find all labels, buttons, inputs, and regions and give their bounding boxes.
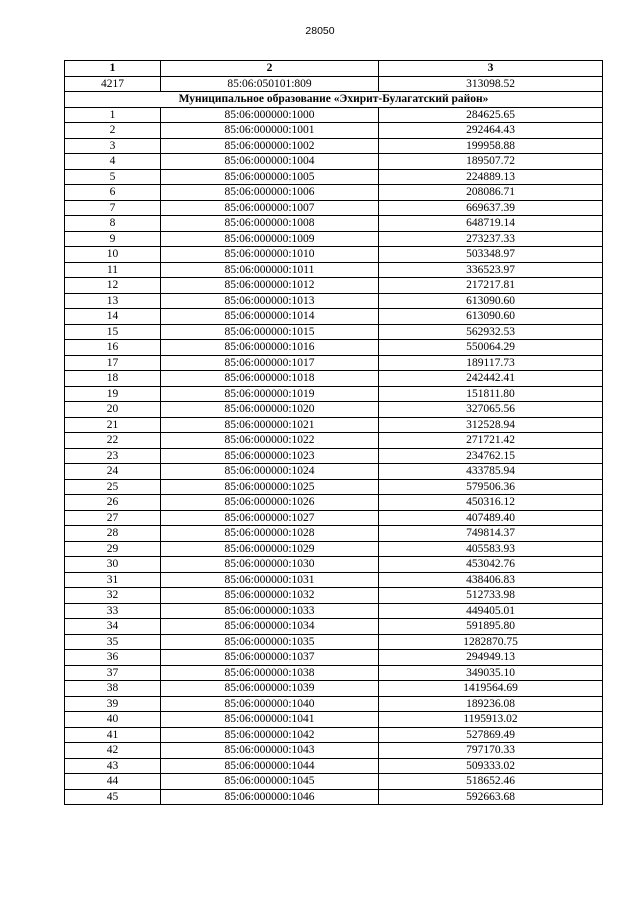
value-cell: 518652.46 [379,774,603,790]
value-cell: 224889.13 [379,169,603,185]
table-row [65,603,603,619]
column-header-3: 3 [379,61,603,77]
table-row [65,355,603,371]
value-cell: 292464.43 [379,123,603,139]
value-cell: 327065.56 [379,402,603,418]
row-number-cell: 29 [65,541,161,557]
value-cell: 151811.80 [379,386,603,402]
value-cell: 405583.93 [379,541,603,557]
cadastral-number-cell: 85:06:000000:1022 [161,433,379,449]
row-number-cell: 9 [65,231,161,247]
cadastral-number-cell: 85:06:000000:1023 [161,448,379,464]
table-row [65,510,603,526]
cadastral-number-cell: 85:06:000000:1007 [161,200,379,216]
cadastral-number-cell: 85:06:000000:1011 [161,262,379,278]
cadastral-number-cell: 85:06:000000:1008 [161,216,379,232]
table-row [65,727,603,743]
column-header-2: 2 [161,61,379,77]
table-row [65,743,603,759]
value-cell: 1282870.75 [379,634,603,650]
value-cell: 208086.71 [379,185,603,201]
cadastral-number-cell: 85:06:000000:1019 [161,386,379,402]
value-cell: 273237.33 [379,231,603,247]
row-number-cell: 23 [65,448,161,464]
row-number-cell: 31 [65,572,161,588]
value-cell: 613090.60 [379,293,603,309]
value-cell: 527869.49 [379,727,603,743]
row-number-cell: 1 [65,107,161,123]
table-row [65,123,603,139]
cadastral-number-cell: 85:06:000000:1025 [161,479,379,495]
table-row [65,371,603,387]
value-cell: 449405.01 [379,603,603,619]
row-number-cell: 11 [65,262,161,278]
row-number-cell: 2 [65,123,161,139]
table-row [65,417,603,433]
cadastral-number-cell: 85:06:000000:1014 [161,309,379,325]
row-number-cell: 41 [65,727,161,743]
cadastral-number-cell: 85:06:000000:1001 [161,123,379,139]
cadastral-number-cell: 85:06:000000:1030 [161,557,379,573]
value-cell: 312528.94 [379,417,603,433]
value-cell: 648719.14 [379,216,603,232]
value-cell: 438406.83 [379,572,603,588]
value-cell: 189117.73 [379,355,603,371]
table-row [65,495,603,511]
cadastral-number-cell: 85:06:000000:1039 [161,681,379,697]
value-cell: 313098.52 [379,76,603,92]
table-row [65,712,603,728]
row-number-cell: 34 [65,619,161,635]
row-number-cell: 22 [65,433,161,449]
cadastral-number-cell: 85:06:000000:1028 [161,526,379,542]
value-cell: 613090.60 [379,309,603,325]
row-number-cell: 3 [65,138,161,154]
row-number-cell: 15 [65,324,161,340]
row-number-cell: 26 [65,495,161,511]
table-row [65,696,603,712]
cadastral-number-cell: 85:06:050101:809 [161,76,379,92]
value-cell: 550064.29 [379,340,603,356]
value-cell: 336523.97 [379,262,603,278]
cadastral-number-cell: 85:06:000000:1018 [161,371,379,387]
cadastral-number-cell: 85:06:000000:1035 [161,634,379,650]
cadastral-number-cell: 85:06:000000:1027 [161,510,379,526]
row-number-cell: 39 [65,696,161,712]
table-row [65,185,603,201]
cadastral-number-cell: 85:06:000000:1029 [161,541,379,557]
row-number-cell: 14 [65,309,161,325]
cadastral-number-cell: 85:06:000000:1031 [161,572,379,588]
table-row [65,681,603,697]
row-number-cell: 42 [65,743,161,759]
row-number-cell: 38 [65,681,161,697]
table-row [65,479,603,495]
row-number-cell: 30 [65,557,161,573]
cadastral-number-cell: 85:06:000000:1037 [161,650,379,666]
value-cell: 1195913.02 [379,712,603,728]
cadastral-number-cell: 85:06:000000:1034 [161,619,379,635]
table-row [65,588,603,604]
table-row [65,340,603,356]
cadastral-number-cell: 85:06:000000:1026 [161,495,379,511]
row-number-cell: 44 [65,774,161,790]
row-number-cell: 45 [65,789,161,805]
value-cell: 669637.39 [379,200,603,216]
row-number-cell: 6 [65,185,161,201]
row-number-cell: 25 [65,479,161,495]
value-cell: 592663.68 [379,789,603,805]
cadastral-number-cell: 85:06:000000:1020 [161,402,379,418]
row-number-cell: 24 [65,464,161,480]
table-row [65,293,603,309]
table-row [65,433,603,449]
cadastral-number-cell: 85:06:000000:1004 [161,154,379,170]
table-row [65,557,603,573]
section-title: Муниципальное образование «Эхирит-Булагатский район» [65,92,603,108]
column-header-1: 1 [65,61,161,77]
row-number-cell: 37 [65,665,161,681]
table-row [65,169,603,185]
cadastral-number-cell: 85:06:000000:1046 [161,789,379,805]
row-number-cell: 12 [65,278,161,294]
value-cell: 284625.65 [379,107,603,123]
value-cell: 199958.88 [379,138,603,154]
table-row [65,200,603,216]
row-number-cell: 32 [65,588,161,604]
cadastral-number-cell: 85:06:000000:1006 [161,185,379,201]
table-row [65,278,603,294]
value-cell: 189507.72 [379,154,603,170]
cadastral-number-cell: 85:06:000000:1012 [161,278,379,294]
row-number-cell: 5 [65,169,161,185]
table-row [65,619,603,635]
cadastral-number-cell: 85:06:000000:1043 [161,743,379,759]
table-row [65,76,603,92]
row-number-cell: 27 [65,510,161,526]
table-row [65,526,603,542]
cadastral-number-cell: 85:06:000000:1002 [161,138,379,154]
table-row [65,247,603,263]
table-row [65,216,603,232]
cadastral-number-cell: 85:06:000000:1016 [161,340,379,356]
cadastral-number-cell: 85:06:000000:1017 [161,355,379,371]
value-cell: 271721.42 [379,433,603,449]
cadastral-number-cell: 85:06:000000:1010 [161,247,379,263]
value-cell: 509333.02 [379,758,603,774]
value-cell: 797170.33 [379,743,603,759]
row-number-cell: 21 [65,417,161,433]
value-cell: 1419564.69 [379,681,603,697]
value-cell: 503348.97 [379,247,603,263]
value-cell: 189236.08 [379,696,603,712]
row-number-cell: 20 [65,402,161,418]
table-row [65,541,603,557]
table-row [65,262,603,278]
cadastral-number-cell: 85:06:000000:1013 [161,293,379,309]
table-row [65,650,603,666]
table-row [65,402,603,418]
row-number-cell: 33 [65,603,161,619]
row-number-cell: 8 [65,216,161,232]
row-number-cell: 7 [65,200,161,216]
cadastral-number-cell: 85:06:000000:1021 [161,417,379,433]
cadastral-number-cell: 85:06:000000:1044 [161,758,379,774]
table-row [65,789,603,805]
section-row [65,92,603,108]
table-row [65,665,603,681]
row-number-cell: 4217 [65,76,161,92]
page-number: 28050 [305,25,335,37]
table-row [65,448,603,464]
table-row [65,464,603,480]
row-number-cell: 28 [65,526,161,542]
row-number-cell: 10 [65,247,161,263]
value-cell: 562932.53 [379,324,603,340]
row-number-cell: 36 [65,650,161,666]
cadastral-number-cell: 85:06:000000:1005 [161,169,379,185]
table-row [65,107,603,123]
table-row [65,154,603,170]
cadastral-number-cell: 85:06:000000:1033 [161,603,379,619]
value-cell: 407489.40 [379,510,603,526]
cadastral-number-cell: 85:06:000000:1032 [161,588,379,604]
row-number-cell: 40 [65,712,161,728]
table-body [65,76,603,805]
cadastral-number-cell: 85:06:000000:1000 [161,107,379,123]
value-cell: 234762.15 [379,448,603,464]
cadastral-number-cell: 85:06:000000:1041 [161,712,379,728]
value-cell: 450316.12 [379,495,603,511]
row-number-cell: 13 [65,293,161,309]
row-number-cell: 17 [65,355,161,371]
cadastral-number-cell: 85:06:000000:1024 [161,464,379,480]
value-cell: 294949.13 [379,650,603,666]
table-row [65,386,603,402]
row-number-cell: 4 [65,154,161,170]
value-cell: 512733.98 [379,588,603,604]
value-cell: 579506.36 [379,479,603,495]
row-number-cell: 18 [65,371,161,387]
cadastral-number-cell: 85:06:000000:1040 [161,696,379,712]
row-number-cell: 19 [65,386,161,402]
table-row [65,634,603,650]
value-cell: 591895.80 [379,619,603,635]
value-cell: 749814.37 [379,526,603,542]
cadastral-number-cell: 85:06:000000:1009 [161,231,379,247]
data-table [64,60,603,805]
row-number-cell: 43 [65,758,161,774]
cadastral-number-cell: 85:06:000000:1038 [161,665,379,681]
value-cell: 242442.41 [379,371,603,387]
cadastral-number-cell: 85:06:000000:1015 [161,324,379,340]
row-number-cell: 16 [65,340,161,356]
cadastral-number-cell: 85:06:000000:1042 [161,727,379,743]
value-cell: 349035.10 [379,665,603,681]
table-header-row [65,61,603,77]
value-cell: 433785.94 [379,464,603,480]
row-number-cell: 35 [65,634,161,650]
table-row [65,138,603,154]
value-cell: 453042.76 [379,557,603,573]
value-cell: 217217.81 [379,278,603,294]
cadastral-number-cell: 85:06:000000:1045 [161,774,379,790]
table-row [65,324,603,340]
table-row [65,231,603,247]
table-row [65,758,603,774]
table-row [65,774,603,790]
table-row [65,309,603,325]
table-row [65,572,603,588]
